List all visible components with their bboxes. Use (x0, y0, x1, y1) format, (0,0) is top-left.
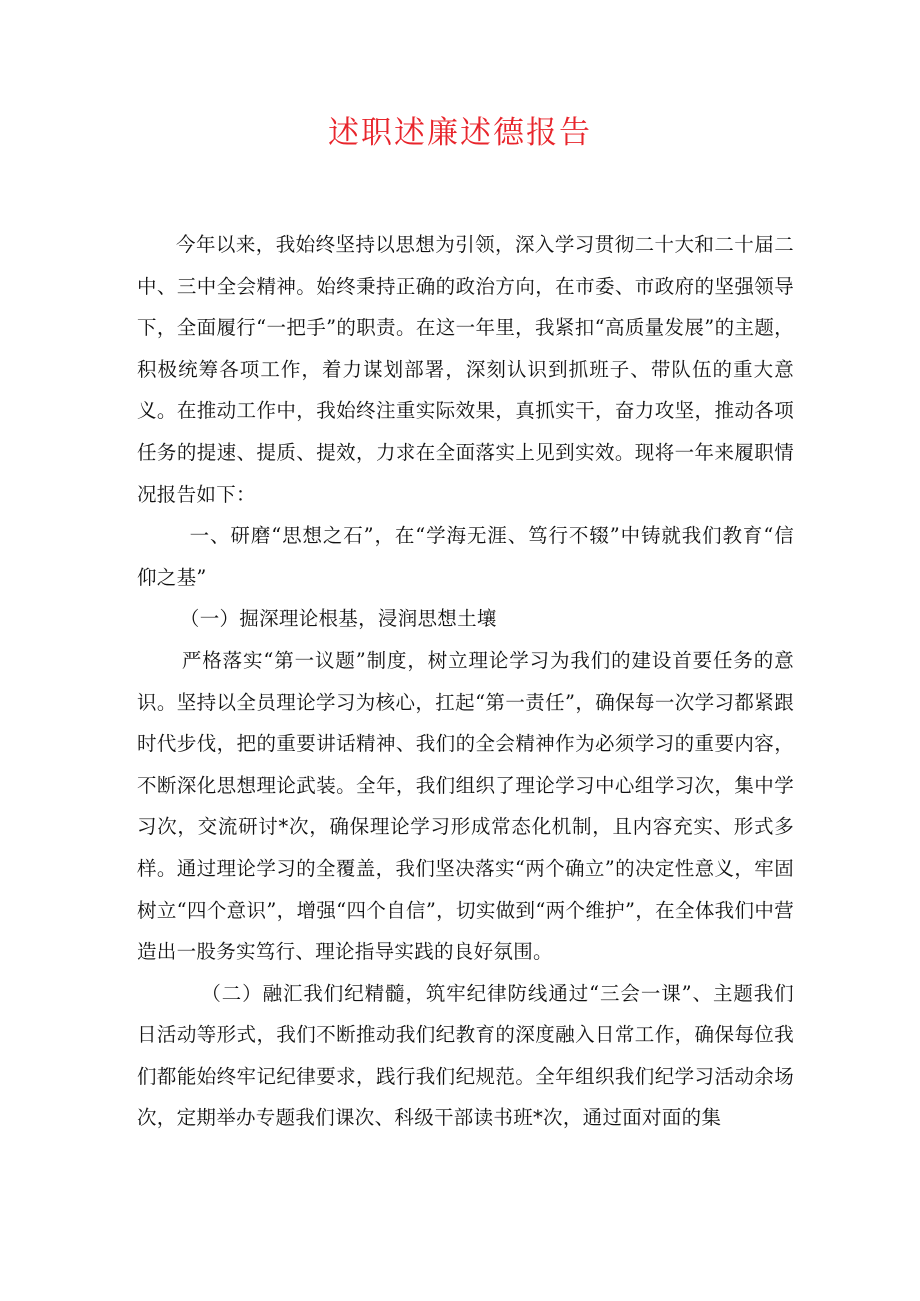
subsection-heading-1: （一）掘深理论根基，浸润思想土壤 (179, 607, 497, 631)
paragraph-theory-study: 严格落实“第一议题”制度，树立理论学习为我们的建设首要任务的意识。坚持以全员理论学习为核心，扛起“第一责任”，确保每一次学习都紧跟时代步伐，把的重要讲话精神、我们的全会精神作为必须学习的重要内容，不断深化思想理论武装。全年，我们组织了理论学习中心组学习次，集中学习次，交流研讨*次，确保理论学习形成常态化机制，且内容充实、形式多样。通过理论学习的全覆盖，我们坚决落实“两个确立”的决定性意义，牢固树立“四个意识”，增强“四个自信”，切实做到“两个维护”，在全体我们中营造出一股务实笃行、理论指导实践的良好氛围。 (137, 648, 794, 964)
paragraph-discipline: （二）融汇我们纪精髓，筑牢纪律防线通过“三会一课”、主题我们日活动等形式，我们不断推动我们纪教育的深度融入日常工作，确保每位我们都能始终牢记纪律要求，践行我们纪规范。全年组织我们纪学习活动余场次，定期举办专题我们课次、科级干部读书班*次，通过面对面的集 (137, 981, 794, 1130)
section-heading-1: 一、研磨“思想之石”，在“学海无涯、笃行不辍”中铸就我们教育“信仰之基” (137, 524, 794, 589)
document-title: 述职述廉述德报告 (328, 115, 592, 151)
paragraph-intro: 今年以来，我始终坚持以思想为引领，深入学习贯彻二十大和二十届二中、三中全会精神。始终秉持正确的政治方向，在市委、市政府的坚强领导下，全面履行“一把手”的职责。在这一年里，我紧扣“高质量发展”的主题，积极统筹各项工作，着力谋划部署，深刻认识到抓班子、带队伍的重大意义。在推动工作中，我始终注重实际效果，真抓实干，奋力攻坚，推动各项任务的提速、提质、提效，力求在全面落实上见到实效。现将一年来履职情况报告如下： (137, 233, 794, 506)
document-body (137, 224, 794, 1139)
